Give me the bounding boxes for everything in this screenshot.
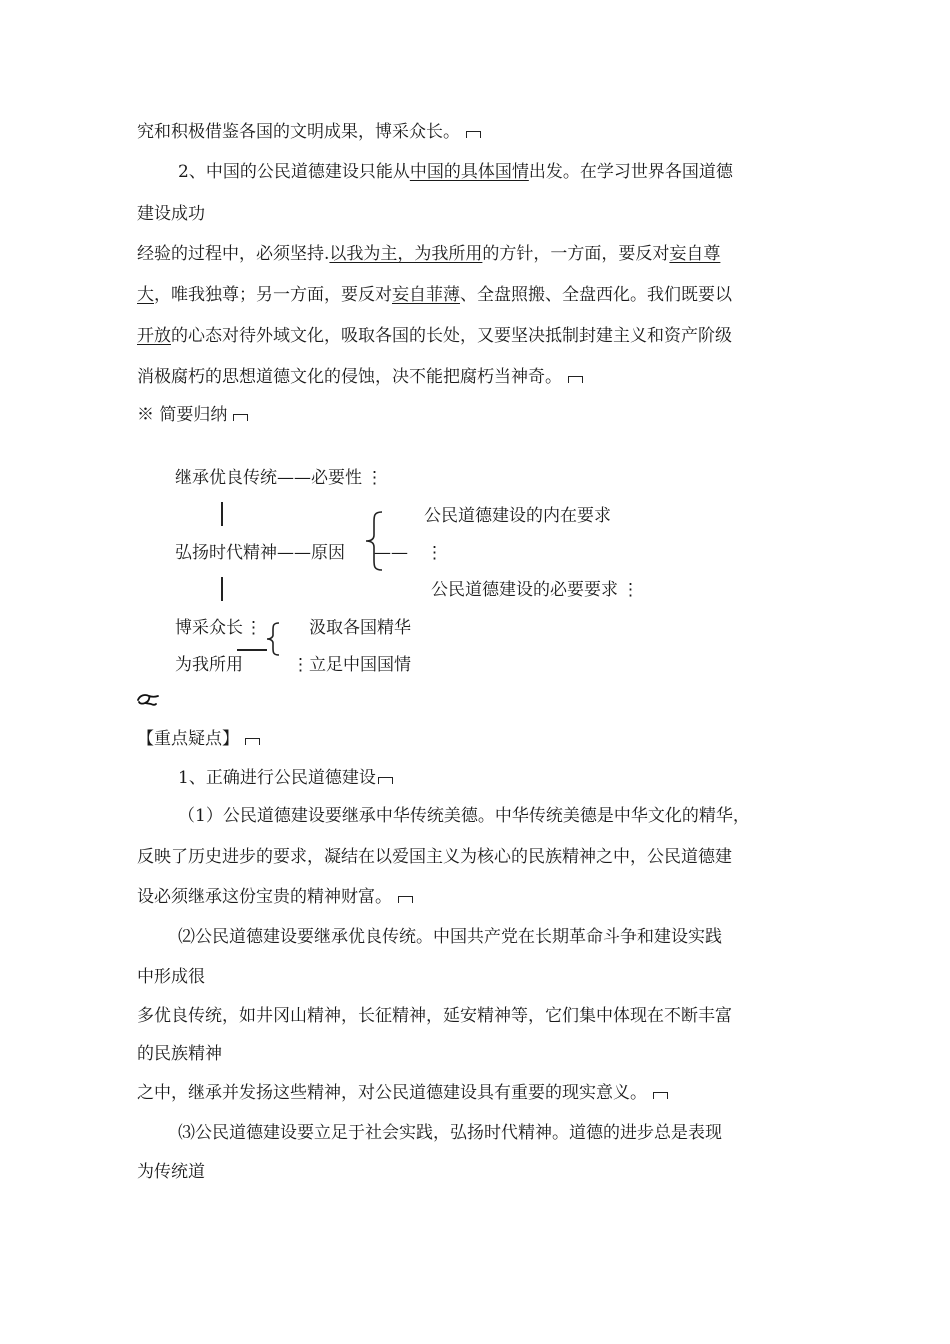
- text-line: [137, 366, 583, 388]
- summary-row-2-tail: ——: [374, 543, 408, 563]
- text-line: ⑵公民道德建设要继承优良传统。中国共产党在长期革命斗争和建设实践: [178, 927, 722, 947]
- summary-right-2: [431, 579, 639, 601]
- summary-row-2: 弘扬时代精神——原因: [175, 543, 345, 563]
- summary-row-3: [175, 617, 262, 639]
- key-points-heading: [137, 728, 260, 750]
- text-line: [137, 1082, 668, 1104]
- text-line: 反映了历史进步的要求，凝结在以爱国主义为核心的民族精神之中，公民道德建: [137, 847, 732, 867]
- summary-right-1: 公民道德建设的内在要求: [424, 506, 611, 526]
- text-span: ※ 简要归纳: [137, 405, 228, 425]
- underlined-text: 妄自尊: [669, 244, 721, 264]
- underlined-text: 大: [137, 285, 154, 305]
- dots-mark: ⋮: [366, 468, 383, 488]
- text-line: [137, 243, 720, 265]
- hand-ornament-icon: [137, 693, 159, 707]
- summary-heading: [137, 404, 248, 426]
- paragraph-mark-icon: [398, 896, 413, 903]
- text-span: 的心态对待外域文化，吸取各国的长处，又要坚决抵制封建主义和资产阶级: [171, 326, 732, 346]
- text-span: 【重点疑点】: [137, 729, 239, 749]
- text-line: 中形成很: [137, 967, 205, 987]
- text-line: [137, 325, 732, 347]
- text-span: 的方针，一方面，要反对: [482, 244, 670, 264]
- text-line: 为传统道: [137, 1162, 205, 1182]
- text-span: 经验的过程中，必须坚持.: [137, 244, 330, 264]
- connector-line: [221, 577, 223, 601]
- text-span: 、全盘照搬、全盘西化。我们既要以: [460, 285, 732, 305]
- key-points-item-1: [178, 767, 393, 789]
- text-span: 设必须继承这份宝贵的精神财富。: [137, 887, 392, 907]
- text-line: 的民族精神: [137, 1044, 222, 1064]
- underlined-text: 妄自菲薄: [392, 285, 460, 305]
- text-span: 之中，继承并发扬这些精神，对公民道德建设具有重要的现实意义。: [137, 1083, 647, 1103]
- dots-mark: ⋮: [292, 655, 309, 675]
- text-span: 2、中国的公民道德建设只能从: [178, 162, 410, 182]
- paragraph-mark-icon: [466, 131, 481, 138]
- summary-row-4: 为我所用: [175, 655, 243, 675]
- paragraph-mark-icon: [653, 1092, 668, 1099]
- underline-stroke: [237, 649, 267, 651]
- connector-line: [221, 502, 223, 526]
- text-span: 继承优良传统——必要性: [175, 468, 362, 488]
- paragraph-mark-icon: [233, 414, 248, 421]
- dots-mark: ⋮: [426, 543, 443, 563]
- paragraph-mark-icon: [378, 777, 393, 784]
- dots-mark: ⋮: [245, 618, 262, 638]
- text-line: ⑶公民道德建设要立足于社会实践，弘扬时代精神。道德的进步总是表现: [178, 1123, 722, 1143]
- paragraph-mark-icon: [245, 738, 260, 745]
- underlined-text: 以我为主，为我所用: [329, 244, 483, 264]
- summary-row-1: [175, 467, 383, 489]
- text-span: 消极腐朽的思想道德文化的侵蚀，决不能把腐朽当神奇。: [137, 367, 562, 387]
- text-span: 博采众长: [175, 618, 243, 638]
- dots-mark: ⋮: [622, 580, 639, 600]
- underlined-text: 开放: [137, 326, 171, 346]
- text-line: 建设成功: [137, 204, 205, 224]
- text-span: 究和积极借鉴各国的文明成果，博采众长。: [137, 122, 460, 142]
- text-span: 公民道德建设的必要要求: [431, 580, 618, 600]
- text-line: [137, 284, 732, 306]
- text-span: 出发。在学习世界各国道德: [528, 162, 733, 182]
- text-span: 1、正确进行公民道德建设: [178, 768, 376, 788]
- text-line: [137, 121, 481, 143]
- text-line: [137, 886, 413, 908]
- text-line: 多优良传统，如井冈山精神，长征精神，延安精神等，它们集中体现在不断丰富: [137, 1006, 732, 1026]
- text-line: （1）公民道德建设要继承中华传统美德。中华传统美德是中华文化的精华，: [178, 806, 750, 826]
- brace-icon: [262, 621, 282, 657]
- paragraph-mark-icon: [568, 376, 583, 383]
- underlined-text: 中国的具体国情: [409, 162, 529, 182]
- text-line: [178, 161, 733, 183]
- summary-right-4: 立足中国国情: [309, 655, 411, 675]
- summary-right-3: 汲取各国精华: [309, 618, 411, 638]
- text-span: ，唯我独尊；另一方面，要反对: [154, 285, 392, 305]
